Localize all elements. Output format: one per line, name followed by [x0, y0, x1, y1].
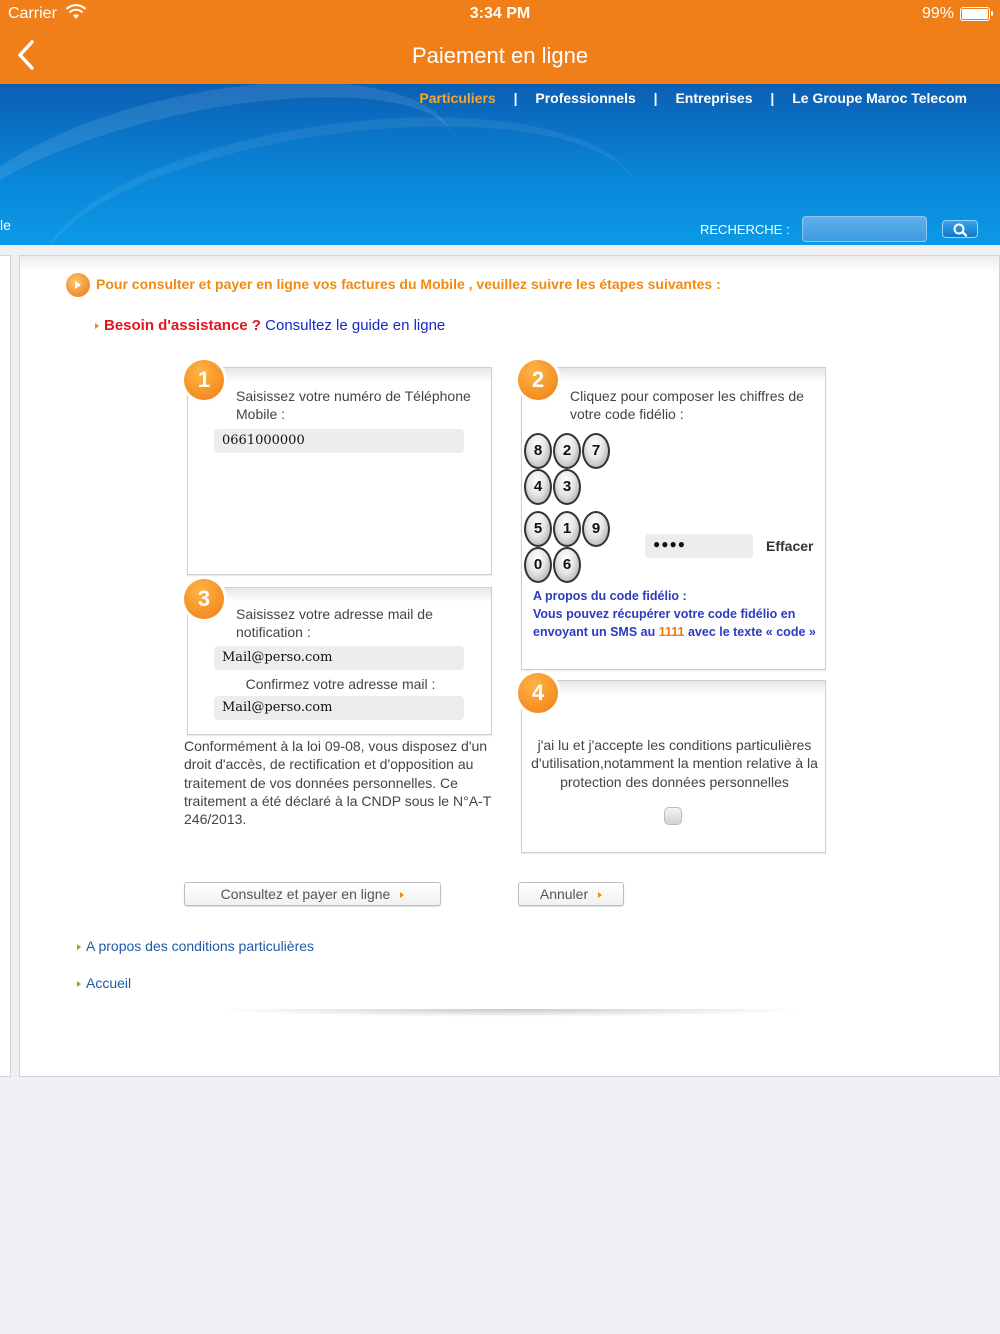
arrow-circle-icon [66, 273, 90, 297]
nav-separator: | [513, 90, 518, 106]
step-1-label: Saisissez votre numéro de Téléphone Mobile : [236, 388, 471, 422]
keypad-key-0[interactable]: 0 [524, 547, 552, 583]
banner-edge-text: le [0, 217, 11, 233]
step-2-label: Cliquez pour composer les chiffres de votre code fidélio : [570, 388, 804, 422]
keypad-key-5[interactable]: 5 [524, 511, 552, 547]
clear-button[interactable]: Effacer [766, 538, 814, 554]
step-3-box [187, 587, 492, 735]
keypad-key-8[interactable]: 8 [524, 433, 552, 469]
keypad-key-9[interactable]: 9 [582, 511, 610, 547]
search-button[interactable] [942, 220, 978, 238]
nav-entreprises[interactable]: Entreprises [675, 90, 753, 106]
step-1-number: 1 [184, 360, 224, 400]
legal-notice: Conformément à la loi 09-08, vous disposez d'un droit d'accès, de rectification et d'opposition au traitement de vos données personnelles. Ce traitement a été déclaré à la CNDP sous le N°A-T 246/2013. [184, 738, 491, 828]
navigation-bar [0, 28, 1000, 84]
keypad-key-7[interactable]: 7 [582, 433, 610, 469]
confirm-email-input[interactable]: Mail@perso.com [214, 696, 464, 720]
page-title: Paiement en ligne [411, 43, 589, 68]
site-banner [0, 84, 1000, 245]
about-title: A propos du code fidélio : [533, 589, 687, 603]
nav-groupe[interactable]: Le Groupe Maroc Telecom [792, 90, 967, 106]
side-panel [0, 255, 11, 1077]
carrier-label: Carrier [8, 5, 57, 22]
accept-conditions-text: j'ai lu et j'accepte les conditions particulières d'utilisation,notamment la mention relative à la protection des données personnelles [531, 737, 818, 790]
email-input[interactable]: Mail@perso.com [214, 646, 464, 670]
step-1-box [187, 367, 492, 575]
keypad-key-3[interactable]: 3 [553, 469, 581, 505]
top-navigation [412, 90, 974, 106]
payment-form [19, 255, 1000, 1077]
confirm-email-label: Confirmez votre adresse mail : [245, 676, 436, 692]
bullet-icon [77, 944, 81, 950]
nav-particuliers[interactable]: Particuliers [419, 90, 496, 106]
keypad-key-2[interactable]: 2 [553, 433, 581, 469]
keypad-key-6[interactable]: 6 [553, 547, 581, 583]
nav-separator: | [653, 90, 658, 106]
conditions-link[interactable]: A propos des conditions particulières [77, 938, 314, 954]
phone-input[interactable]: 0661000000 [214, 429, 464, 453]
step-3-number: 3 [184, 579, 224, 619]
guide-link[interactable]: Consultez le guide en ligne [265, 317, 446, 334]
footer-divider [210, 1009, 810, 1017]
status-time: 3:34 PM [469, 5, 531, 22]
about-code-fidelio [533, 587, 823, 641]
arrow-right-icon [400, 892, 404, 898]
keypad-key-4[interactable]: 4 [524, 469, 552, 505]
step-2-number: 2 [518, 360, 558, 400]
arrow-right-icon [598, 892, 602, 898]
cancel-button[interactable]: Annuler [518, 882, 624, 906]
battery-percent: 99% [921, 5, 954, 22]
step-4-box [521, 680, 826, 853]
step-4-number: 4 [518, 673, 558, 713]
search-icon [943, 221, 979, 239]
step-2-box [521, 367, 826, 670]
code-fidelio-input[interactable]: ●●●● [645, 534, 753, 558]
keypad-key-1[interactable]: 1 [553, 511, 581, 547]
assistance-line [95, 317, 445, 334]
accept-checkbox[interactable] [664, 807, 682, 825]
intro-text: Pour consulter et payer en ligne vos factures du Mobile , veuillez suivre les étapes suivantes : [96, 276, 721, 292]
bullet-icon [95, 323, 99, 329]
home-link[interactable]: Accueil [77, 975, 131, 991]
battery-icon [960, 7, 990, 21]
sms-number: 1111 [658, 625, 685, 639]
nav-separator: | [770, 90, 775, 106]
status-bar [0, 0, 1000, 28]
submit-button[interactable]: Consultez et payer en ligne [184, 882, 441, 906]
step-3-label: Saisissez votre adresse mail de notification : [236, 606, 433, 640]
search-label: RECHERCHE : [700, 222, 790, 237]
about-text: Vous pouvez récupérer votre code fidélio en envoyant un SMS au 1111 avec le texte « code » [533, 607, 816, 639]
bullet-icon [77, 981, 81, 987]
assistance-label: Besoin d'assistance ? [104, 317, 261, 334]
nav-professionnels[interactable]: Professionnels [535, 90, 636, 106]
search-input[interactable] [802, 216, 927, 242]
